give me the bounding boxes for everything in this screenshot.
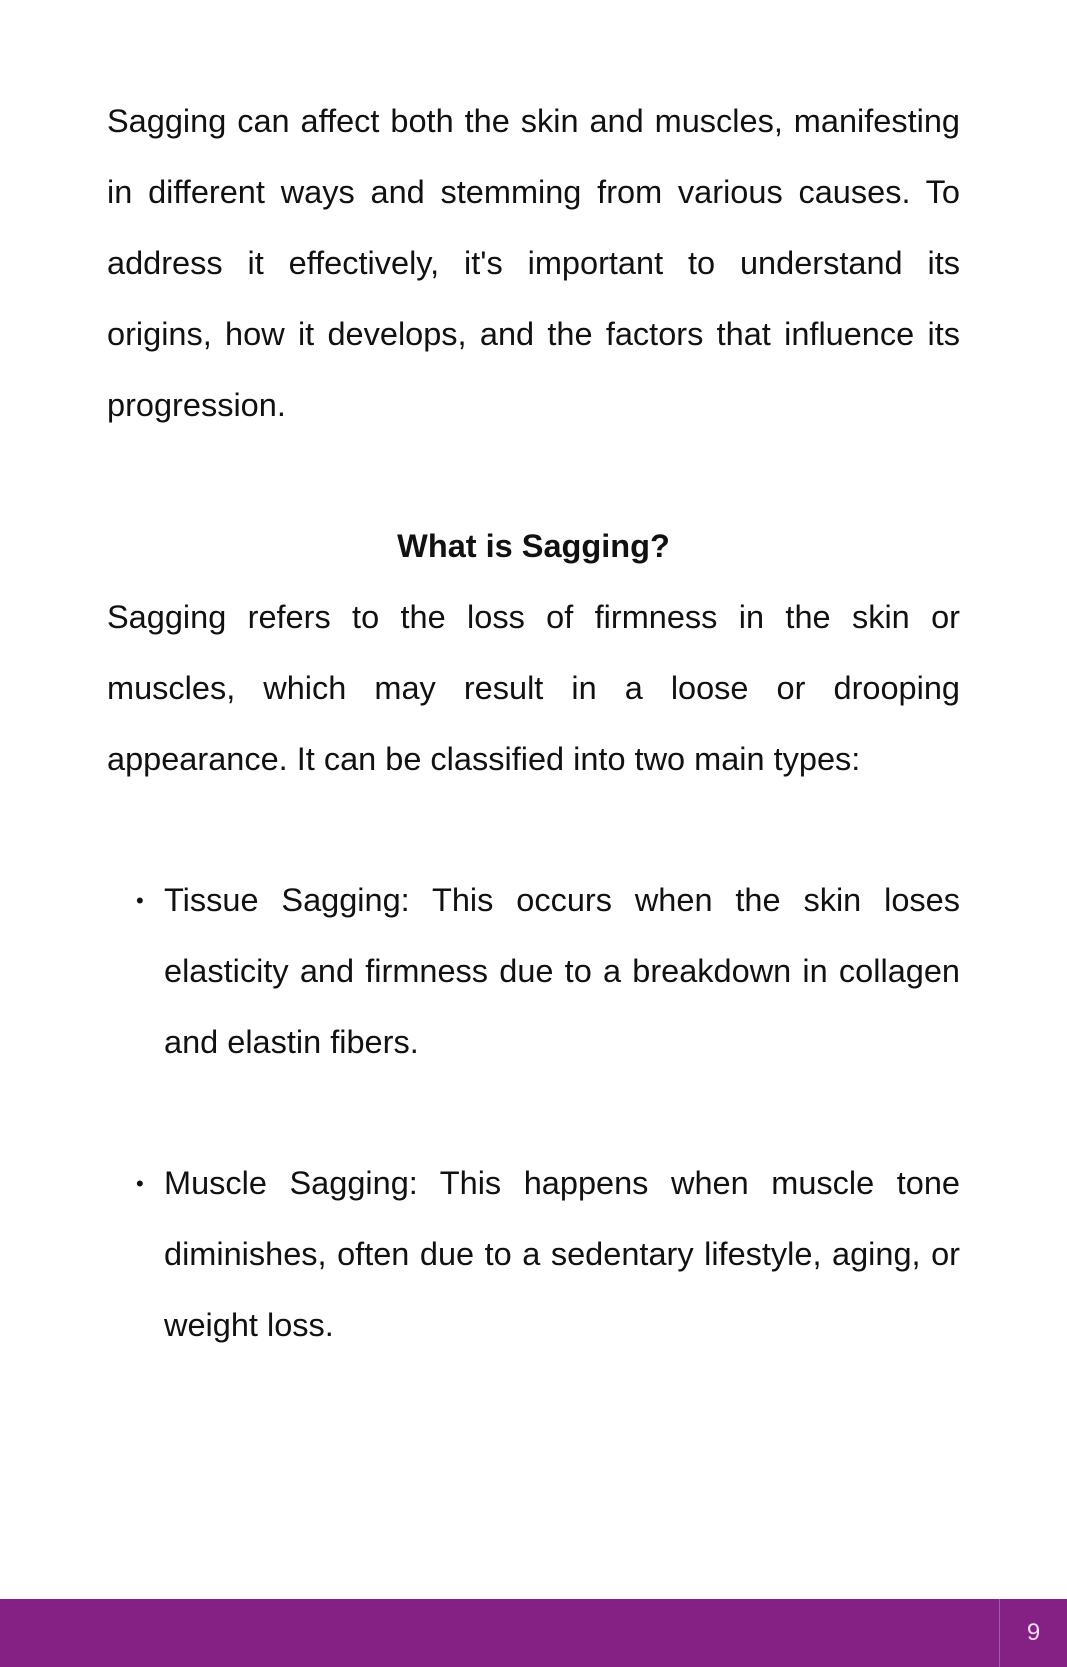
bullet-icon: • [136,888,144,913]
bullet-icon: • [136,1171,144,1196]
section-heading: What is Sagging? [397,528,670,564]
list-item-text: Muscle Sagging: This happens when muscle tone diminishes, often due to a sedentary lifestyle, aging, or weight loss. [164,1165,960,1343]
page-content [107,86,960,1361]
intro-paragraph: Sagging can affect both the skin and muscles, manifesting in different ways and stemming from various causes. To address it effectively, it's important to understand its origins, how it develops, and the factors that influence its progression. [107,103,960,423]
definition-paragraph: Sagging refers to the loss of firmness in the skin or muscles, which may result in a loose or drooping appearance. It can be classified into two main types: [107,599,960,777]
page-number-box [999,1599,1067,1667]
footer-bar [0,1599,1067,1667]
list-item [107,1148,960,1361]
sagging-types-list [107,865,960,1361]
list-item [107,865,960,1078]
page-number: 9 [1026,1619,1041,1646]
list-item-text: Tissue Sagging: This occurs when the skin loses elasticity and firmness due to a breakdown in collagen and elastin fibers. [164,882,960,1060]
